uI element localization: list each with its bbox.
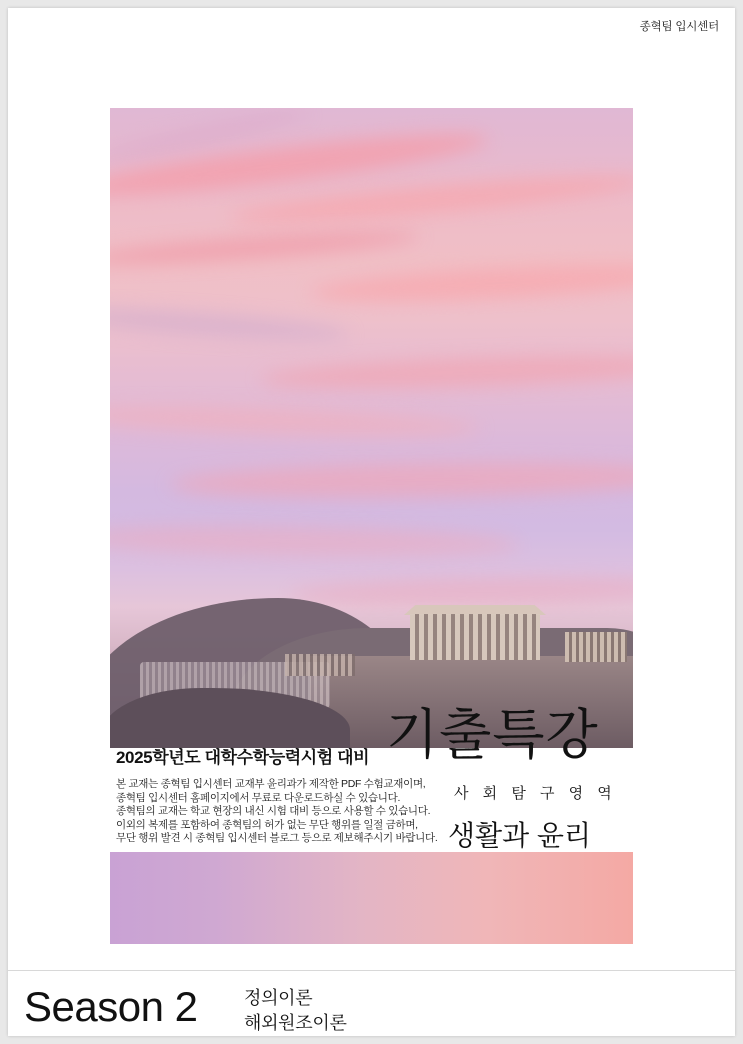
exam-year-line: 2025학년도 대학수학능력시험 대비 xyxy=(116,748,370,767)
cloud-streak xyxy=(110,401,480,442)
subject-area-label: 사 회 탐 구 영 역 xyxy=(454,785,617,802)
subject-name-label: 생활과 윤리 xyxy=(448,820,592,851)
topic-item: 해외원조이론 xyxy=(244,1013,347,1033)
cover-title: 기출특강 xyxy=(386,705,599,765)
notice-line: 무단 행위 발견 시 종혁팀 입시센터 블로그 등으로 제보해주시기 바랍니다. xyxy=(116,832,438,844)
parthenon-columns xyxy=(410,614,540,660)
cloud-streak xyxy=(290,575,633,608)
document-page xyxy=(8,8,735,1036)
cloud-streak xyxy=(110,522,520,560)
topic-list xyxy=(244,986,347,1036)
cloud-streak xyxy=(260,351,633,394)
copyright-notice xyxy=(116,778,437,846)
small-ruin xyxy=(285,654,355,676)
notice-line: 본 교재는 종혁팀 입시센터 교재부 윤리과가 제작한 PDF 수험교재이며, xyxy=(116,778,426,790)
gradient-band xyxy=(110,852,633,944)
notice-line: 이외의 복제를 포함하여 종혁팀의 허가 없는 무단 행위를 일절 금하며, xyxy=(116,818,418,831)
cover-photo xyxy=(110,108,633,748)
secondary-ruin xyxy=(565,632,627,662)
cloud-streak xyxy=(110,226,420,270)
cloud-streak xyxy=(170,458,633,501)
notice-line: 종혁팀의 교재는 학교 현장의 내신 시험 대비 등으로 사용할 수 있습니다. xyxy=(116,805,431,817)
cloud-streak xyxy=(110,303,350,346)
topic-item: 정의이론 xyxy=(244,988,313,1008)
brand-header: 종혁팀 입시센터 xyxy=(639,21,719,33)
notice-line: 종혁팀 입시센터 홈페이지에서 무료로 다운로드하실 수 있습니다. xyxy=(116,791,401,804)
season-label: Season 2 xyxy=(24,983,198,1030)
footer-divider xyxy=(8,970,735,971)
cloud-streak xyxy=(309,258,633,308)
